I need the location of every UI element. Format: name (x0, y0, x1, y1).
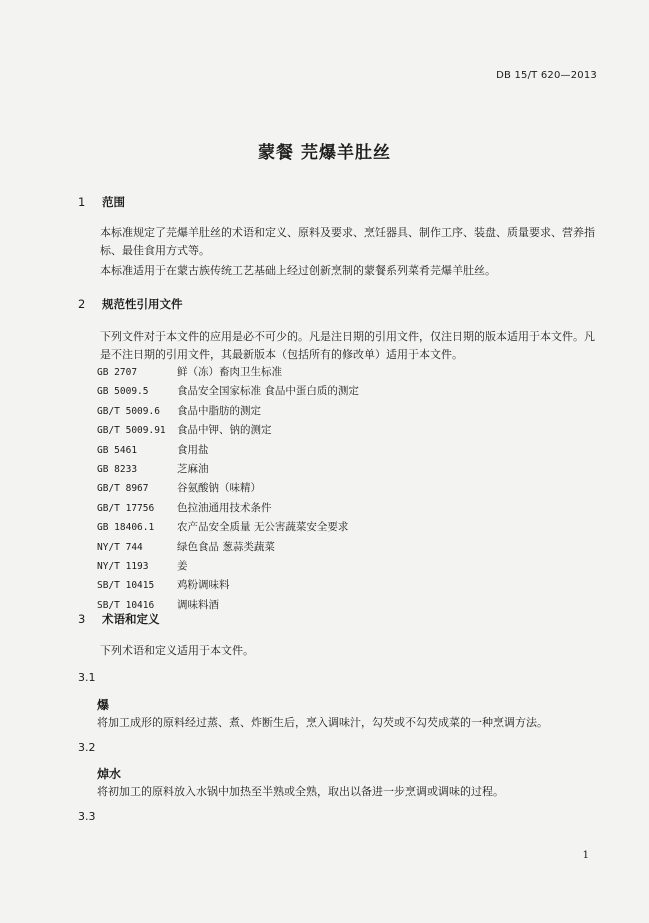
section-3-intro: 下列术语和定义适用于本文件。 (100, 644, 254, 657)
term-definition: 将初加工的原料放入水锅中加热至半熟或全熟，取出以备进一步烹调或调味的过程。 (97, 785, 504, 798)
term-definition: 将加工成形的原料经过蒸、煮、炸断生后，烹入调味汁，勾芡或不勾芡成菜的一种烹调方法。 (97, 716, 548, 729)
reference-item (97, 557, 359, 576)
reference-code: SB/T 10416 (97, 599, 155, 611)
reference-item (97, 538, 359, 557)
reference-title: 调味料酒 (177, 598, 219, 611)
section-title: 范围 (102, 195, 125, 209)
reference-item (97, 402, 359, 421)
reference-title: 食用盐 (177, 443, 209, 456)
reference-code: NY/T 1193 (97, 560, 149, 572)
section-title: 规范性引用文件 (102, 297, 183, 311)
section-1-heading (78, 194, 125, 210)
reference-title: 谷氨酸钠（味精） (177, 482, 261, 495)
section-number: 1 (78, 195, 86, 209)
section-2-intro: 下列文件对于本文件的应用是必不可少的。凡是注日期的引用文件，仅注日期的版本适用于本文件。凡是不注日期的引用文件，其最新版本（包括所有的修改单）适用于本文件。 (100, 330, 595, 361)
reference-code: GB 8233 (97, 463, 138, 475)
reference-item (97, 499, 359, 518)
reference-code: SB/T 10415 (97, 580, 155, 592)
reference-item (97, 518, 359, 537)
reference-code: GB/T 5009.6 (97, 405, 160, 417)
reference-code: GB/T 8967 (97, 483, 149, 495)
reference-title: 食品安全国家标准 食品中蛋白质的测定 (177, 385, 359, 398)
document-title: 蒙餐 芫爆羊肚丝 (258, 143, 391, 163)
reference-code: GB 5009.5 (97, 386, 149, 398)
reference-title: 农产品安全质量 无公害蔬菜安全要求 (177, 521, 349, 534)
reference-code: GB/T 17756 (97, 502, 155, 514)
reference-title: 绿色食品 葱蒜类蔬菜 (177, 540, 275, 553)
reference-item (97, 363, 359, 382)
clause-number: 3.1 (78, 671, 96, 684)
reference-item (97, 441, 359, 460)
reference-title: 食品中脂肪的测定 (177, 404, 261, 417)
page-number: 1 (582, 850, 589, 861)
reference-title: 鸡粉调味料 (177, 579, 230, 592)
reference-item (97, 576, 359, 595)
section-title: 术语和定义 (102, 612, 160, 626)
section-1-para-2: 本标准适用于在蒙古族传统工艺基础上经过创新烹制的蒙餐系列菜肴芫爆羊肚丝。 (100, 264, 496, 277)
reference-title: 芝麻油 (177, 462, 209, 475)
reference-title: 鲜（冻）畜肉卫生标准 (177, 366, 282, 378)
clause-number: 3.3 (78, 810, 96, 823)
section-2-heading (78, 296, 183, 312)
clause-number: 3.2 (78, 741, 96, 754)
reference-item (97, 479, 359, 498)
reference-code: GB 18406.1 (97, 522, 155, 534)
section-1-para-1: 本标准规定了芫爆羊肚丝的术语和定义、原料及要求、烹饪器具、制作工序、装盘、质量要求、营养指标、最佳食用方式等。 (100, 226, 595, 257)
section-number: 3 (78, 612, 86, 626)
reference-title: 姜 (177, 559, 188, 572)
reference-item (97, 421, 359, 440)
term-name: 焯水 (97, 767, 122, 781)
reference-list (97, 363, 359, 615)
reference-title: 色拉油通用技术条件 (177, 501, 272, 514)
reference-code: GB 5461 (97, 444, 138, 456)
reference-code: NY/T 744 (97, 541, 143, 553)
reference-title: 食品中钾、钠的测定 (177, 424, 272, 437)
reference-code: GB 2707 (97, 367, 138, 378)
section-3-heading (78, 611, 160, 627)
section-number: 2 (78, 297, 86, 311)
reference-item (97, 460, 359, 479)
reference-item (97, 382, 359, 401)
term-name: 爆 (97, 698, 110, 712)
document-code: DB 15/T 620—2013 (496, 70, 597, 81)
reference-code: GB/T 5009.91 (97, 425, 166, 437)
